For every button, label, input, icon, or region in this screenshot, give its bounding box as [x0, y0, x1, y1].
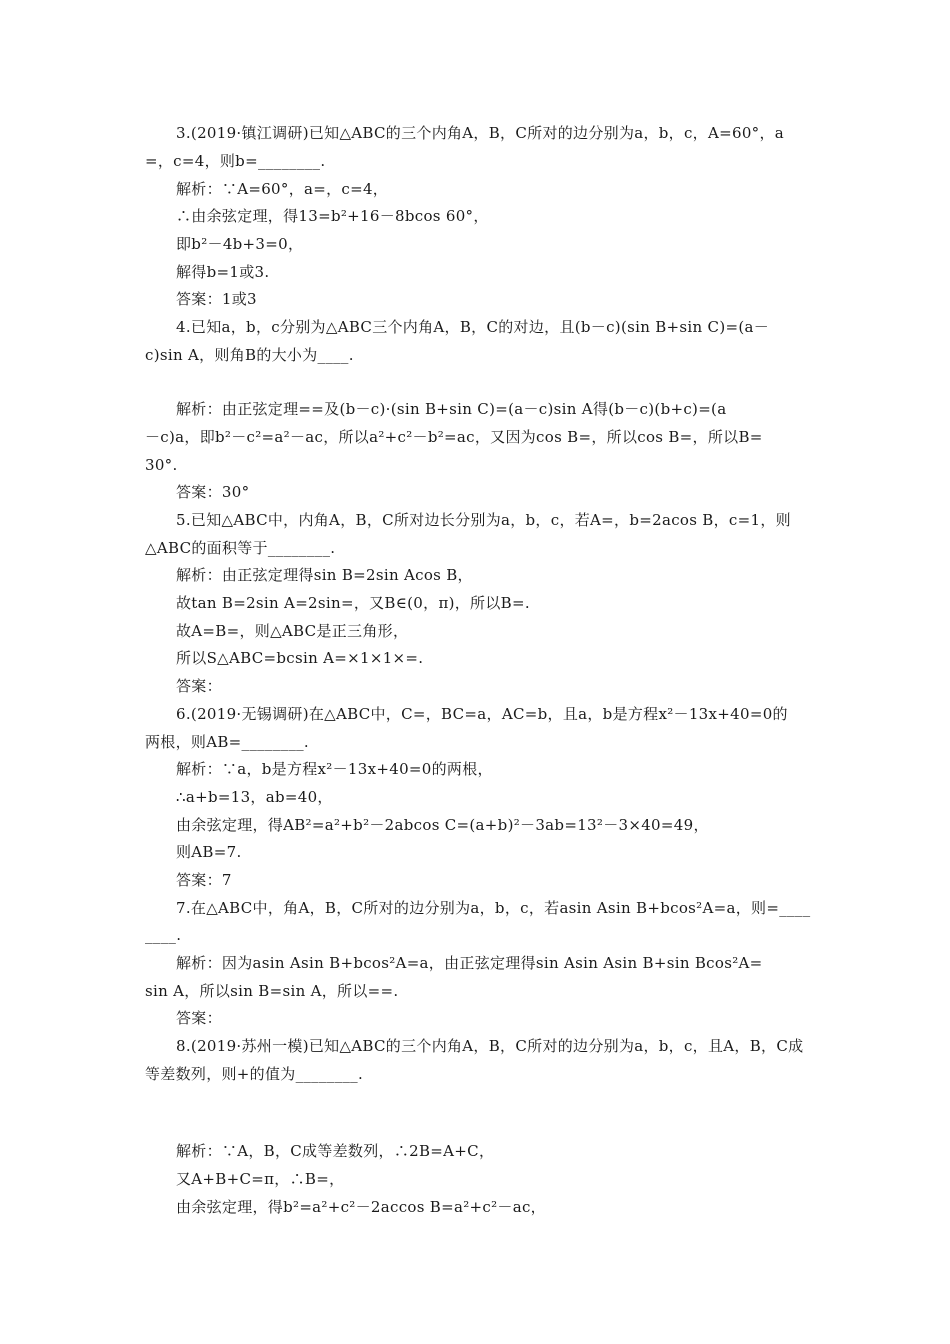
- problem-7-solution: 解析：因为asin Asin B+bcos²A=a，由正弦定理得sin Asin Asin B+sin Bcos²A=: [176, 954, 763, 972]
- problem-6-answer: 答案：7: [176, 871, 232, 889]
- problem-5-answer: 答案：: [176, 677, 222, 695]
- problem-4-solution: 解析：由正弦定理==及(b－c)·(sin B+sin C)=(a－c)sin A得(b－c)(b+c)=(a: [176, 400, 727, 418]
- problem-5-solution: 故tan B=2sin A=2sin=，又B∈(0，π)，所以B=.: [176, 594, 530, 612]
- problem-8-solution: 又A+B+C=π，∴B=，: [176, 1170, 345, 1188]
- problem-8-solution: 解析：∵A，B，C成等差数列，∴2B=A+C，: [176, 1142, 495, 1160]
- problem-6-solution: ∴a+b=13，ab=40，: [176, 788, 333, 806]
- problem-3-solution: 即b²－4b+3=0，: [176, 235, 304, 253]
- problem-5-solution: 解析：由正弦定理得sin B=2sin Acos B，: [176, 566, 473, 584]
- problem-6-solution: 由余弦定理，得AB²=a²+b²－2abcos C=(a+b)²－3ab=13²－3×40=49，: [176, 816, 709, 834]
- problem-6-solution: 则AB=7.: [176, 843, 242, 861]
- problem-8-solution: 由余弦定理，得b²=a²+c²－2accos B=a²+c²－ac，: [176, 1198, 546, 1216]
- problem-5-stem-cont: △ABC的面积等于________.: [145, 539, 336, 557]
- problem-3-solution: 解析：∵A=60°，a=，c=4，: [176, 180, 389, 198]
- problem-3-stem-cont: =，c=4，则b=________.: [145, 152, 326, 170]
- problem-7-stem-cont: ____.: [145, 926, 182, 944]
- problem-3-solution: 解得b=1或3.: [176, 263, 270, 281]
- problem-4-answer: 答案：30°: [176, 483, 250, 501]
- problem-4-solution: 30°.: [145, 456, 178, 474]
- problem-4-stem-cont: c)sin A，则角B的大小为____.: [145, 346, 354, 364]
- problem-3-stem: 3.(2019·镇江调研)已知△ABC的三个内角A，B，C所对的边分别为a，b，c，A=60°，a: [176, 124, 785, 142]
- problem-8-stem-cont: 等差数列，则+的值为________.: [145, 1065, 364, 1083]
- problem-7-answer: 答案：: [176, 1009, 222, 1027]
- problem-5-solution: 故A=B=，则△ABC是正三角形，: [176, 622, 409, 640]
- problem-5-solution: 所以S△ABC=bcsin A=×1×1×=.: [176, 649, 424, 667]
- problem-4-stem: 4.已知a，b，c分别为△ABC三个内角A，B，C的对边，且(b－c)(sin B+sin C)=(a－: [176, 318, 770, 336]
- problem-4-solution: －c)a，即b²－c²=a²－ac，所以a²+c²－b²=ac，又因为cos B=，所以cos B=，所以B=: [145, 428, 763, 446]
- problem-7-solution: sin A，所以sin B=sin A，所以==.: [145, 982, 399, 1000]
- problem-6-stem: 6.(2019·无锡调研)在△ABC中，C=，BC=a，AC=b，且a，b是方程x²－13x+40=0的: [176, 705, 788, 723]
- problem-3-solution: ∴由余弦定理，得13=b²+16－8bcos 60°，: [176, 207, 489, 225]
- problem-6-stem-cont: 两根，则AB=________.: [145, 733, 309, 751]
- problem-5-stem: 5.已知△ABC中，内角A，B，C所对边长分别为a，b，c，若A=，b=2acos B，c=1，则: [176, 511, 791, 529]
- problem-8-stem: 8.(2019·苏州一模)已知△ABC的三个内角A，B，C所对的边分别为a，b，c，且A，B，C成: [176, 1037, 804, 1055]
- problem-7-stem: 7.在△ABC中，角A，B，C所对的边分别为a，b，c，若asin Asin B+bcos²A=a，则=____: [176, 899, 811, 917]
- problem-6-solution: 解析：∵a，b是方程x²－13x+40=0的两根，: [176, 760, 493, 778]
- problem-3-answer: 答案：1或3: [176, 290, 257, 308]
